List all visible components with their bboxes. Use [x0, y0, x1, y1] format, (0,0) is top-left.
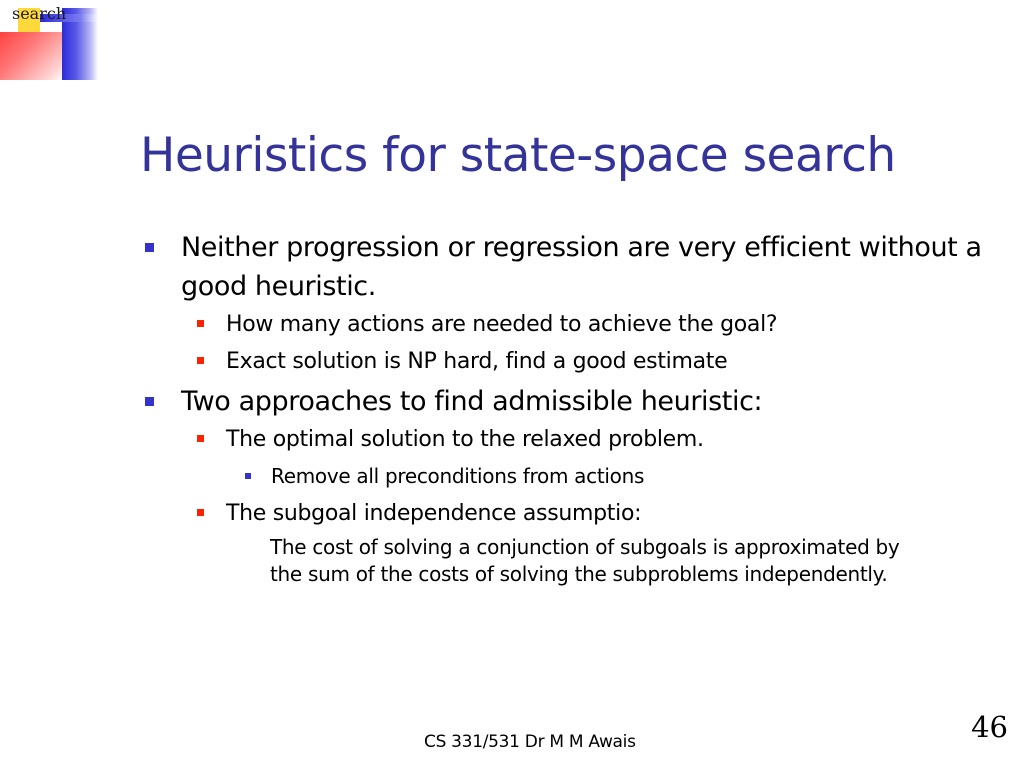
- bullet-text: The subgoal independence assumptio:: [226, 501, 642, 526]
- bullet-text: Remove all preconditions from actions: [271, 464, 645, 488]
- square-bullet-icon: [145, 243, 154, 252]
- bullet-text: How many actions are needed to achieve the goal?: [226, 312, 778, 337]
- slide-body: [145, 228, 995, 588]
- square-bullet-icon: [197, 320, 204, 327]
- bullet-level2: [145, 343, 995, 380]
- slide-title: Heuristics for state-space search: [140, 128, 896, 183]
- bullet-text: Exact solution is NP hard, find a good estimate: [226, 349, 728, 374]
- explanation-paragraph: [169, 534, 1014, 588]
- slide-logo: [0, 0, 110, 90]
- bullet-text: Two approaches to find admissible heuristic:: [181, 386, 763, 417]
- square-bullet-icon: [145, 397, 154, 406]
- footer-text: CS 331/531 Dr M M Awais: [424, 732, 636, 752]
- square-bullet-icon: [197, 509, 204, 516]
- page-number: 46: [971, 710, 1008, 744]
- paragraph-line: The cost of solving a conjunction of subgoals is approximated by: [270, 535, 900, 559]
- bullet-level2: [145, 495, 995, 532]
- bullet-level1: [145, 228, 995, 306]
- bullet-text: Neither progression or regression are very efficient without a good heuristic.: [181, 232, 982, 302]
- square-bullet-icon: [245, 473, 251, 479]
- paragraph-line: the sum of the costs of solving the subproblems independently.: [270, 562, 888, 586]
- logo-word: search: [12, 4, 67, 23]
- square-bullet-icon: [197, 357, 204, 364]
- bullet-level3: [145, 458, 995, 495]
- bullet-level1: [145, 382, 995, 421]
- square-bullet-icon: [197, 435, 204, 442]
- bullet-text: The optimal solution to the relaxed problem.: [226, 427, 704, 452]
- logo-red-square: [0, 32, 64, 80]
- bullet-level2: [145, 421, 995, 458]
- bullet-level2: [145, 306, 995, 343]
